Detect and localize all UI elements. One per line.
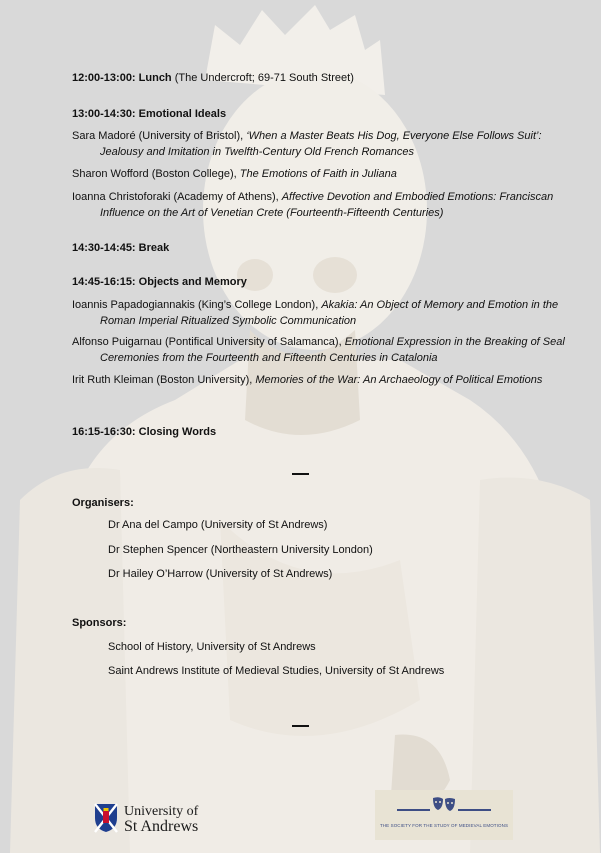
paper-entry — [72, 372, 570, 388]
session-time: 14:30-14:45: — [72, 242, 136, 254]
university-name-line2: St Andrews — [124, 818, 199, 835]
session-heading-emotional-ideals — [72, 106, 542, 122]
paper-entry — [72, 189, 570, 221]
section-divider — [292, 473, 309, 475]
paper-title: Affective Devotion and Embodied Emotions: Franciscan Influence on the Art of Venetian Crete (Fourteenth-Fifteenth Centuries) — [100, 191, 554, 219]
session-title: Emotional Ideals — [138, 108, 227, 120]
speaker: Ioannis Papadogiannakis (King’s College London), — [72, 299, 322, 311]
session-title: Break — [138, 242, 170, 254]
session-title: Closing Words — [138, 426, 217, 438]
sponsor-name: Saint Andrews Institute of Medieval Studies, University of St Andrews — [108, 665, 445, 677]
speaker: Alfonso Puigarnau (Pontifical University of Salamanca), — [72, 336, 345, 348]
paper-entry — [72, 297, 570, 329]
university-name-line1: University of — [124, 804, 199, 819]
session-time: 16:15-16:30: — [72, 426, 136, 438]
organiser-name: Dr Hailey O’Harrow (University of St Andrews) — [108, 568, 333, 580]
paper-entry — [72, 128, 570, 160]
schedule-item-closing — [72, 424, 542, 440]
paper-entry — [72, 166, 570, 182]
session-time: 14:45-16:15: — [72, 276, 136, 288]
paper-title: Memories of the War: An Archaeology of Political Emotions — [255, 374, 543, 386]
session-time: 13:00-14:30: — [72, 108, 136, 120]
section-divider — [292, 725, 309, 727]
speaker: Irit Ruth Kleiman (Boston University), — [72, 374, 256, 386]
sponsors-heading: Sponsors: — [72, 617, 127, 629]
session-note: (The Undercroft; 69-71 South Street) — [174, 72, 354, 84]
organiser-name: Dr Stephen Spencer (Northeastern University London) — [108, 544, 373, 556]
university-logo — [94, 803, 214, 837]
paper-title: The Emotions of Faith in Juliana — [239, 168, 397, 180]
theatre-masks-icon — [432, 796, 456, 814]
organisers-heading: Organisers: — [72, 497, 134, 509]
sponsor-name: School of History, University of St Andrews — [108, 641, 316, 653]
paper-entry — [72, 334, 570, 366]
speaker: Sharon Wofford (Boston College), — [72, 168, 240, 180]
session-title: Lunch — [138, 72, 172, 84]
logo-rule-left — [397, 809, 430, 811]
schedule-item-break — [72, 240, 542, 256]
society-logo — [375, 790, 513, 840]
shield-crest-icon — [94, 803, 118, 833]
session-time: 12:00-13:00: — [72, 72, 136, 84]
paper-title: Emotional Expression in the Breaking of Seal Ceremonies from the Fourteenth and Fifteenth Centuries in Catalonia — [100, 336, 565, 364]
logo-rule-right — [458, 809, 491, 811]
session-heading-objects-memory — [72, 274, 542, 290]
schedule-item-lunch — [72, 70, 542, 86]
session-title: Objects and Memory — [138, 276, 247, 288]
speaker: Ioanna Christoforaki (Academy of Athens), — [72, 191, 282, 203]
paper-title: ‘When a Master Beats His Dog, Everyone Else Follows Suit’: Jealousy and Imitation in Twelfth-Century Old French Romances — [100, 130, 542, 158]
speaker: Sara Madoré (University of Bristol), — [72, 130, 247, 142]
organiser-name: Dr Ana del Campo (University of St Andrews) — [108, 519, 328, 531]
paper-title: Akakia: An Object of Memory and Emotion in the Roman Imperial Ritualized Symbolic Communication — [100, 299, 559, 327]
society-name: THE SOCIETY FOR THE STUDY OF MEDIEVAL EMOTIONS — [379, 823, 509, 828]
